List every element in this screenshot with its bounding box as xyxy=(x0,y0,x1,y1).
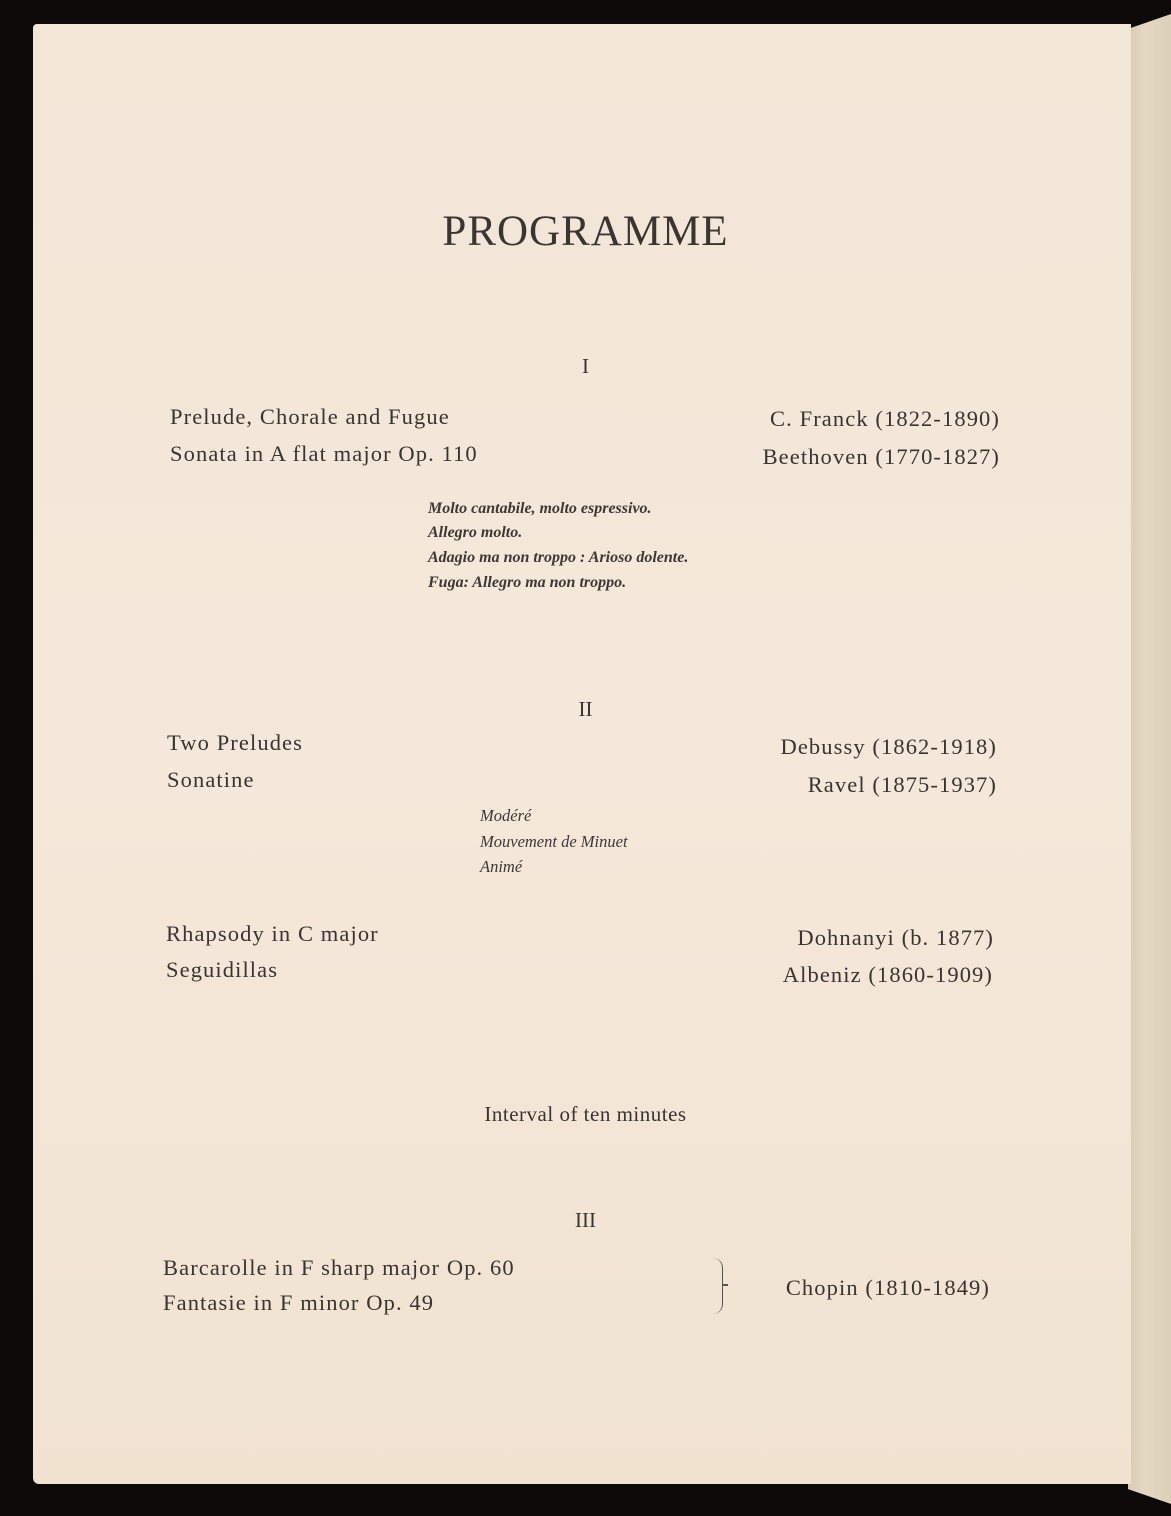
work-title: Sonatine xyxy=(167,767,255,792)
movement-line: Allegro molto. xyxy=(428,524,523,541)
section-numeral-2: II xyxy=(578,697,593,721)
work-title: Fantasie in F minor Op. 49 xyxy=(163,1290,435,1315)
section-numeral-1: I xyxy=(582,354,589,378)
work-composer: Beethoven (1770-1827) xyxy=(762,444,1000,469)
work-composer: Ravel (1875-1937) xyxy=(807,772,997,797)
movement-line: Molto cantabile, molto espressivo. xyxy=(428,500,652,517)
page-title: PROGRAMME xyxy=(442,208,729,255)
movement-line: Fuga: Allegro ma non troppo. xyxy=(428,574,627,591)
movement-line: Mouvement de Minuet xyxy=(480,832,628,851)
brace-icon xyxy=(712,1258,723,1314)
movement-line: Modéré xyxy=(480,806,532,825)
work-composer: Debussy (1862-1918) xyxy=(780,734,997,759)
movement-line: Animé xyxy=(480,857,523,876)
work-composer: Chopin (1810-1849) xyxy=(785,1275,990,1300)
work-title: Rhapsody in C major xyxy=(166,921,379,946)
interval-note: Interval of ten minutes xyxy=(484,1102,687,1126)
work-title: Barcarolle in F sharp major Op. 60 xyxy=(163,1255,515,1280)
section-numeral-3: III xyxy=(575,1208,596,1232)
work-composer: Dohnanyi (b. 1877) xyxy=(797,925,994,950)
work-title: Sonata in A flat major Op. 110 xyxy=(170,441,478,466)
work-title: Two Preludes xyxy=(167,730,303,755)
work-title: Seguidillas xyxy=(166,957,279,982)
movement-line: Adagio ma non troppo : Arioso dolente. xyxy=(428,549,689,566)
work-composer: Albeniz (1860-1909) xyxy=(782,962,993,987)
work-title: Prelude, Chorale and Fugue xyxy=(170,404,450,429)
work-composer: C. Franck (1822-1890) xyxy=(770,406,1000,431)
